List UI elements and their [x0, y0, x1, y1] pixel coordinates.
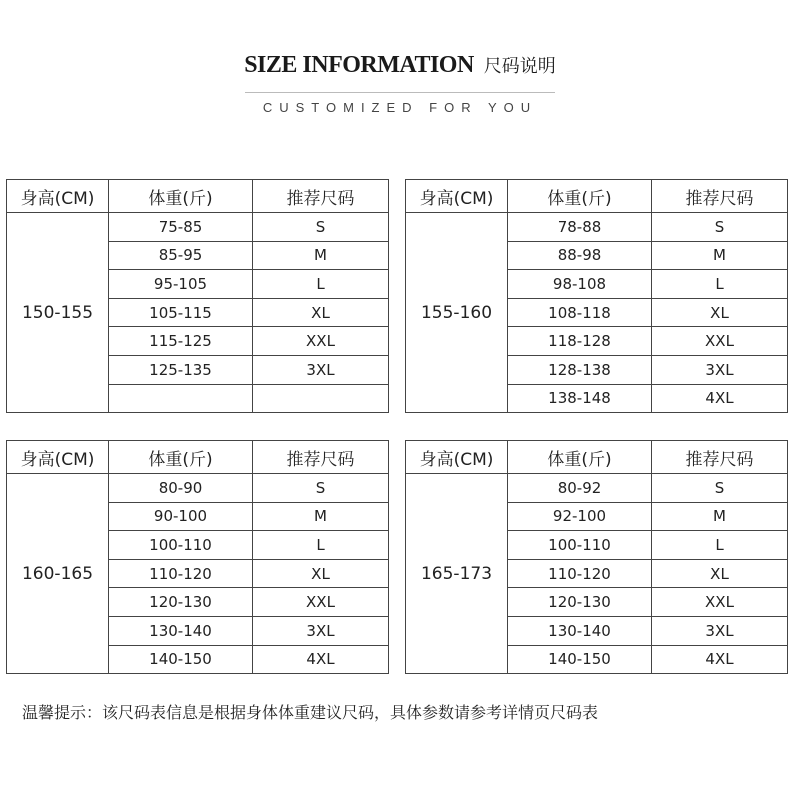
header-height: 身高(CM) — [7, 180, 109, 213]
weight-cell: 78-88 — [508, 213, 652, 242]
weight-cell: 80-92 — [508, 474, 652, 503]
weight-cell: 75-85 — [109, 213, 253, 242]
size-cell: S — [652, 474, 788, 503]
size-cell: L — [652, 531, 788, 560]
header-height: 身高(CM) — [406, 180, 508, 213]
size-cell: 3XL — [652, 355, 788, 384]
weight-cell: 92-100 — [508, 502, 652, 531]
size-cell: S — [652, 213, 788, 242]
header-divider — [245, 92, 555, 93]
size-cell: 3XL — [253, 616, 389, 645]
size-cell: XXL — [253, 327, 389, 356]
size-cell: XXL — [253, 588, 389, 617]
size-cell: M — [652, 502, 788, 531]
size-cell: XXL — [652, 327, 788, 356]
page-header — [0, 52, 800, 79]
weight-cell: 118-128 — [508, 327, 652, 356]
table-row — [7, 213, 389, 242]
weight-cell: 90-100 — [109, 502, 253, 531]
size-cell: M — [253, 241, 389, 270]
table-row — [406, 213, 788, 242]
weight-cell: 138-148 — [508, 384, 652, 413]
title-english: SIZE INFORMATION — [244, 52, 474, 78]
size-cell: 3XL — [253, 355, 389, 384]
subtitle: CUSTOMIZED FOR YOU — [262, 100, 538, 115]
height-range-cell: 165-173 — [406, 474, 508, 674]
weight-cell: 108-118 — [508, 298, 652, 327]
size-cell: L — [253, 270, 389, 299]
size-table-150-155 — [6, 179, 389, 413]
size-cell: S — [253, 474, 389, 503]
header-height: 身高(CM) — [7, 441, 109, 474]
size-table-155-160 — [405, 179, 788, 413]
size-cell: XL — [652, 559, 788, 588]
size-note: 温馨提示：该尺码表信息是根据身体体重建议尺码，具体参数请参考详情页尺码表 — [22, 703, 599, 722]
size-cell: XL — [253, 559, 389, 588]
weight-cell: 130-140 — [508, 616, 652, 645]
table-header-row — [7, 180, 389, 213]
title-chinese: 尺码说明 — [483, 56, 556, 77]
size-cell: M — [253, 502, 389, 531]
weight-cell: 140-150 — [109, 645, 253, 674]
header-size: 推荐尺码 — [652, 180, 788, 213]
header-size: 推荐尺码 — [253, 441, 389, 474]
weight-cell: 100-110 — [109, 531, 253, 560]
size-cell: L — [652, 270, 788, 299]
title-line — [0, 52, 800, 79]
header-size: 推荐尺码 — [253, 180, 389, 213]
table-row — [7, 474, 389, 503]
header-weight: 体重(斤) — [109, 441, 253, 474]
header-weight: 体重(斤) — [508, 180, 652, 213]
weight-cell: 130-140 — [109, 616, 253, 645]
weight-cell: 88-98 — [508, 241, 652, 270]
weight-cell: 98-108 — [508, 270, 652, 299]
size-cell: 4XL — [652, 645, 788, 674]
weight-cell — [109, 384, 253, 413]
weight-cell: 120-130 — [508, 588, 652, 617]
table-header-row — [406, 180, 788, 213]
weight-cell: 125-135 — [109, 355, 253, 384]
table-header-row — [406, 441, 788, 474]
size-cell: L — [253, 531, 389, 560]
weight-cell: 128-138 — [508, 355, 652, 384]
size-cell: 3XL — [652, 616, 788, 645]
header-weight: 体重(斤) — [508, 441, 652, 474]
size-table-165-173 — [405, 440, 788, 674]
header-height: 身高(CM) — [406, 441, 508, 474]
size-cell: XXL — [652, 588, 788, 617]
weight-cell: 95-105 — [109, 270, 253, 299]
size-cell: 4XL — [253, 645, 389, 674]
height-range-cell: 160-165 — [7, 474, 109, 674]
weight-cell: 105-115 — [109, 298, 253, 327]
height-range-cell: 150-155 — [7, 213, 109, 413]
size-cell: XL — [253, 298, 389, 327]
weight-cell: 120-130 — [109, 588, 253, 617]
weight-cell: 140-150 — [508, 645, 652, 674]
weight-cell: 100-110 — [508, 531, 652, 560]
size-cell: 4XL — [652, 384, 788, 413]
size-cell: M — [652, 241, 788, 270]
header-size: 推荐尺码 — [652, 441, 788, 474]
size-cell — [253, 384, 389, 413]
table-header-row — [7, 441, 389, 474]
table-row — [406, 474, 788, 503]
weight-cell: 115-125 — [109, 327, 253, 356]
size-table-160-165 — [6, 440, 389, 674]
weight-cell: 110-120 — [508, 559, 652, 588]
size-cell: XL — [652, 298, 788, 327]
height-range-cell: 155-160 — [406, 213, 508, 413]
header-weight: 体重(斤) — [109, 180, 253, 213]
weight-cell: 85-95 — [109, 241, 253, 270]
weight-cell: 80-90 — [109, 474, 253, 503]
size-cell: S — [253, 213, 389, 242]
weight-cell: 110-120 — [109, 559, 253, 588]
